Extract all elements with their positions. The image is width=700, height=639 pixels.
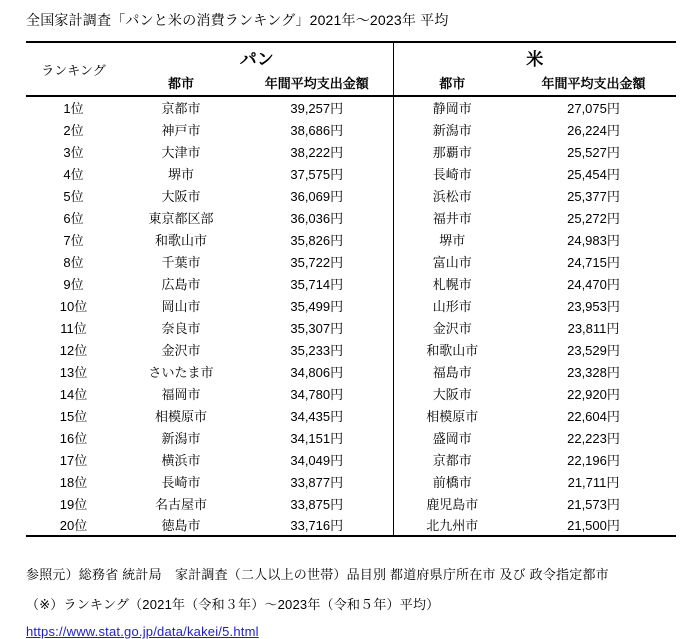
bread-city-cell: 千葉市 <box>161 254 201 270</box>
bread-city-cell: 相模原市 <box>154 408 207 424</box>
bread-city-cell: さいたま市 <box>148 364 214 380</box>
rank-cell: 13位 <box>59 364 88 380</box>
rice-group-header: 米 <box>393 42 676 70</box>
bread-city-cell: 長崎市 <box>161 474 201 490</box>
bread-amount-cell: 34,151円 <box>290 430 344 446</box>
rice-amount-cell: 22,920円 <box>567 386 620 402</box>
rice-amount-cell: 24,983円 <box>567 232 620 248</box>
bread-city-cell: 新潟市 <box>161 430 201 446</box>
table-row <box>26 338 676 360</box>
table-row <box>26 404 676 426</box>
rice-amount-cell: 24,715円 <box>567 254 620 270</box>
rank-cell: 1位 <box>63 101 84 116</box>
bread-city-cell: 東京都区部 <box>148 210 214 226</box>
bread-amount-cell: 35,826円 <box>290 232 344 248</box>
rice-amount-cell: 22,604円 <box>567 408 620 424</box>
table-row <box>26 140 676 162</box>
rice-amount-cell: 21,500円 <box>567 518 620 533</box>
rank-cell: 11位 <box>60 320 87 336</box>
table-row <box>26 228 676 250</box>
sub-header-row <box>26 70 676 96</box>
bread-city-cell: 岡山市 <box>161 298 201 314</box>
note-text: （※）ランキング（2021年（令和３年）～2023年（令和５年）平均） <box>26 597 440 612</box>
rice-city-cell: 鹿児島市 <box>393 492 511 514</box>
rank-cell: 18位 <box>59 474 88 490</box>
rice-amount-cell: 24,470円 <box>567 276 620 292</box>
rice-amount-cell: 23,811円 <box>567 320 620 336</box>
rank-cell: 6位 <box>63 210 84 226</box>
rank-cell: 2位 <box>63 122 84 138</box>
rice-city-cell: 福島市 <box>393 360 511 382</box>
bread-city-header: 都市 <box>121 70 241 96</box>
bread-amount-cell: 35,307円 <box>290 320 344 336</box>
table-row <box>26 250 676 272</box>
table-row <box>26 316 676 338</box>
rice-city-cell: 富山市 <box>393 250 511 272</box>
rice-amount-cell: 25,527円 <box>567 144 620 160</box>
table-row <box>26 118 676 140</box>
table-row <box>26 382 676 404</box>
table-row <box>26 184 676 206</box>
rice-city-cell: 山形市 <box>393 294 511 316</box>
footer <box>26 564 700 639</box>
bread-amount-cell: 33,716円 <box>290 518 344 533</box>
bread-city-cell: 大津市 <box>161 144 201 160</box>
rice-city-cell: 浜松市 <box>393 184 511 206</box>
table-body <box>26 96 676 536</box>
rice-amount-cell: 25,272円 <box>567 210 620 226</box>
bread-amount-cell: 35,233円 <box>290 342 344 358</box>
rank-cell: 12位 <box>59 342 88 358</box>
bread-city-cell: 徳島市 <box>161 518 201 533</box>
bread-city-cell: 広島市 <box>161 276 201 292</box>
bread-city-cell: 名古屋市 <box>154 496 207 512</box>
bread-city-cell: 福岡市 <box>161 386 201 402</box>
table-row <box>26 514 676 536</box>
table-row <box>26 448 676 470</box>
rice-city-cell: 札幌市 <box>393 272 511 294</box>
table-row <box>26 470 676 492</box>
rank-cell: 5位 <box>63 188 84 204</box>
bread-amount-cell: 37,575円 <box>290 166 344 182</box>
bread-city-cell: 金沢市 <box>161 342 201 358</box>
rice-city-header: 都市 <box>393 70 511 96</box>
rank-cell: 10位 <box>59 298 88 314</box>
bread-amount-cell: 36,036円 <box>290 210 344 226</box>
rank-cell: 19位 <box>59 496 88 512</box>
rice-city-cell: 堺市 <box>393 228 511 250</box>
rice-amount-header: 年間平均支出金額 <box>511 70 676 96</box>
table-header <box>26 42 676 96</box>
table-row <box>26 492 676 514</box>
rice-city-cell: 盛岡市 <box>393 426 511 448</box>
bread-amount-cell: 39,257円 <box>290 101 344 116</box>
table-row <box>26 96 676 118</box>
group-header-row <box>26 42 676 70</box>
bread-amount-cell: 33,877円 <box>290 474 344 490</box>
bread-city-cell: 和歌山市 <box>154 232 207 248</box>
bread-amount-cell: 34,049円 <box>290 452 344 468</box>
ranking-column-header: ランキング <box>26 42 121 96</box>
rice-city-cell: 福井市 <box>393 206 511 228</box>
bread-amount-cell: 35,499円 <box>290 298 344 314</box>
rank-cell: 3位 <box>63 144 84 160</box>
bread-city-cell: 大阪市 <box>161 188 201 204</box>
bread-amount-cell: 34,806円 <box>290 364 344 380</box>
bread-amount-cell: 33,875円 <box>290 496 344 512</box>
bread-amount-cell: 34,780円 <box>290 386 344 402</box>
rice-city-cell: 那覇市 <box>393 140 511 162</box>
rice-city-cell: 金沢市 <box>393 316 511 338</box>
rice-amount-cell: 25,377円 <box>567 188 620 204</box>
rice-city-cell: 新潟市 <box>393 118 511 140</box>
bread-city-cell: 堺市 <box>167 166 194 182</box>
rice-amount-cell: 23,529円 <box>567 342 620 358</box>
rice-amount-cell: 22,196円 <box>567 452 620 468</box>
rice-city-cell: 長崎市 <box>393 162 511 184</box>
bread-amount-cell: 35,714円 <box>290 276 344 292</box>
rice-amount-cell: 23,953円 <box>567 298 620 314</box>
bread-city-cell: 奈良市 <box>161 320 201 336</box>
rice-amount-cell: 23,328円 <box>567 364 620 380</box>
table-row <box>26 426 676 448</box>
ranking-table <box>26 41 676 537</box>
rice-amount-cell: 26,224円 <box>567 122 620 138</box>
source-link[interactable]: https://www.stat.go.jp/data/kakei/5.html <box>26 624 259 639</box>
rank-cell: 8位 <box>63 254 84 270</box>
rice-amount-cell: 25,454円 <box>567 166 620 182</box>
rice-amount-cell: 27,075円 <box>567 101 620 116</box>
source-text: 参照元）総務省 統計局 家計調査（二人以上の世帯）品目別 都道府県庁所在市 及び 政令指定都市 <box>26 567 609 582</box>
table-row <box>26 162 676 184</box>
rice-city-cell: 和歌山市 <box>393 338 511 360</box>
table-row <box>26 206 676 228</box>
rice-city-cell: 北九州市 <box>393 514 511 536</box>
rice-amount-cell: 22,223円 <box>567 430 620 446</box>
bread-amount-cell: 34,435円 <box>290 408 344 424</box>
bread-amount-cell: 38,686円 <box>290 122 344 138</box>
rank-cell: 4位 <box>63 166 84 182</box>
table-row <box>26 294 676 316</box>
page-title: 全国家計調査「パンと米の消費ランキング」2021年～2023年 平均 <box>26 12 449 28</box>
bread-amount-cell: 35,722円 <box>290 254 344 270</box>
bread-amount-cell: 38,222円 <box>290 144 344 160</box>
rank-cell: 7位 <box>63 232 84 248</box>
rice-amount-cell: 21,711円 <box>567 474 620 490</box>
rank-cell: 16位 <box>59 430 88 446</box>
table-row <box>26 272 676 294</box>
bread-amount-header: 年間平均支出金額 <box>241 70 393 96</box>
rice-city-cell: 前橋市 <box>393 470 511 492</box>
bread-group-header: パン <box>239 50 274 69</box>
table-row <box>26 360 676 382</box>
rank-cell: 15位 <box>59 408 88 424</box>
bread-city-cell: 神戸市 <box>161 122 201 138</box>
rice-city-cell: 京都市 <box>393 448 511 470</box>
rice-city-cell: 大阪市 <box>393 382 511 404</box>
rank-cell: 9位 <box>63 276 84 292</box>
rank-cell: 17位 <box>59 452 88 468</box>
rice-city-cell: 相模原市 <box>393 404 511 426</box>
bread-city-cell: 横浜市 <box>161 452 201 468</box>
bread-amount-cell: 36,069円 <box>290 188 344 204</box>
bread-city-cell: 京都市 <box>161 101 201 116</box>
rice-amount-cell: 21,573円 <box>567 496 620 512</box>
rank-cell: 20位 <box>59 518 88 533</box>
rice-city-cell: 静岡市 <box>393 96 511 118</box>
rank-cell: 14位 <box>59 386 88 402</box>
